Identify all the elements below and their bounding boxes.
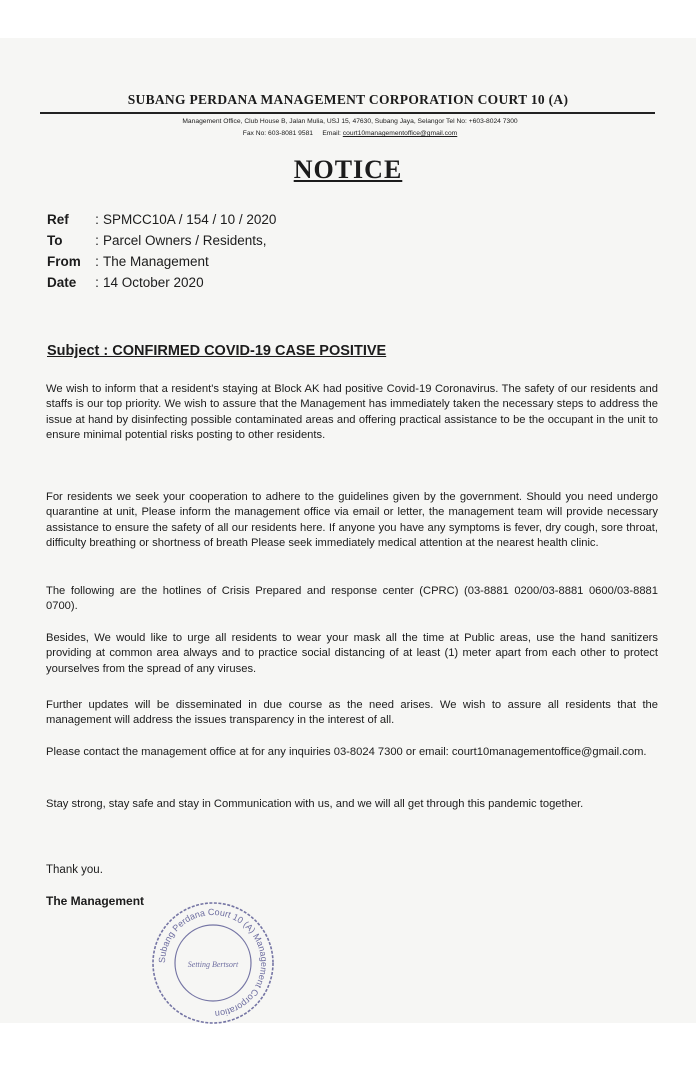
official-stamp <box>148 898 278 1028</box>
letterhead-top-rule <box>40 112 655 114</box>
email-link[interactable]: court10managementoffice@gmail.com <box>342 130 458 137</box>
body-paragraph-4: Besides, We would like to urge all residents to wear your mask all the time at Public areas, use the hand sanitizers providing at common area always and to practice social distancing of at least (1) meter apart from each other to protect yourselves from the spread of any viruses. <box>46 632 658 675</box>
to-value: Parcel Owners / Residents, <box>103 233 267 248</box>
ref-sep: : <box>95 212 99 227</box>
letterhead-contact <box>50 130 650 137</box>
signoff: The Management <box>46 894 145 908</box>
from-value: The Management <box>103 254 209 269</box>
notice-meta <box>47 209 276 293</box>
organization-name: SUBANG PERDANA MANAGEMENT CORPORATION COURT 10 (A) <box>127 92 569 107</box>
notice-title: NOTICE <box>293 155 403 184</box>
ref-value: SPMCC10A / 154 / 10 / 2020 <box>103 212 277 227</box>
to-label: To <box>47 233 63 248</box>
ref-row <box>47 209 276 230</box>
to-row <box>47 230 276 251</box>
from-label: From <box>47 254 81 269</box>
svg-text:Setting Bertsort: Setting Bertsort <box>187 960 239 969</box>
body-paragraph-7: Stay strong, stay safe and stay in Communication with us, and we will all get through this pandemic together. <box>46 798 584 810</box>
date-label: Date <box>47 275 77 290</box>
date-row <box>47 272 276 293</box>
body-paragraph-1: We wish to inform that a resident's staying at Block AK had positive Covid-19 Coronavirus. The safety of our residents and staffs is our top priority. We wish to assure that the Management has immediately taken the necessary steps to address the issue at hand by disinfecting possible contaminated areas and offering practical assistance to be the occupant in the unit to ensure minimal potential risks posting to other residents. <box>46 383 658 442</box>
email-label: Email: <box>322 130 341 137</box>
body-paragraph-6: Please contact the management office at for any inquiries 03-8024 7300 or email: court10managementoffice@gmail.com. <box>46 746 647 758</box>
fax-number: Fax No: 603-8081 9581 <box>242 130 314 137</box>
letterhead-address: Management Office, Club House B, Jalan Mulia, USJ 15, 47630, Subang Jaya, Selangor Tel No: +603-8024 7300 <box>182 118 518 125</box>
from-sep: : <box>95 254 99 269</box>
body-paragraph-2: For residents we seek your cooperation to adhere to the guidelines given by the government. Should you need undergo quarantine at unit, Please inform the management office via email or letter, the management team will provide necessary assistance to ensure the safety of all our residents here. If anyone you have any symptoms is fever, dry cough, sore throat, difficulty breathing or shortness of breath Please seek immediately medical attention at the nearest health clinic. <box>46 491 658 550</box>
to-sep: : <box>95 233 99 248</box>
body-paragraph-3: The following are the hotlines of Crisis Prepared and response center (CPRC) (03-8881 0200/03-8881 0600/03-8881 0700). <box>46 585 658 613</box>
ref-label: Ref <box>47 212 69 227</box>
svg-text:Subang Perdana Court 10 (A) Ma: Subang Perdana Court 10 (A) Management Corporation <box>156 906 270 1020</box>
stamp-seal-icon <box>148 898 278 1028</box>
from-row <box>47 251 276 272</box>
notice-subject: Subject : CONFIRMED COVID-19 CASE POSITIVE <box>47 343 387 359</box>
body-paragraph-5: Further updates will be disseminated in due course as the need arises. We wish to assure all residents that the management will address the issues transparency in the interest of all. <box>46 699 658 727</box>
closing-thanks: Thank you. <box>46 864 103 876</box>
date-value: 14 October 2020 <box>103 275 204 290</box>
date-sep: : <box>95 275 99 290</box>
